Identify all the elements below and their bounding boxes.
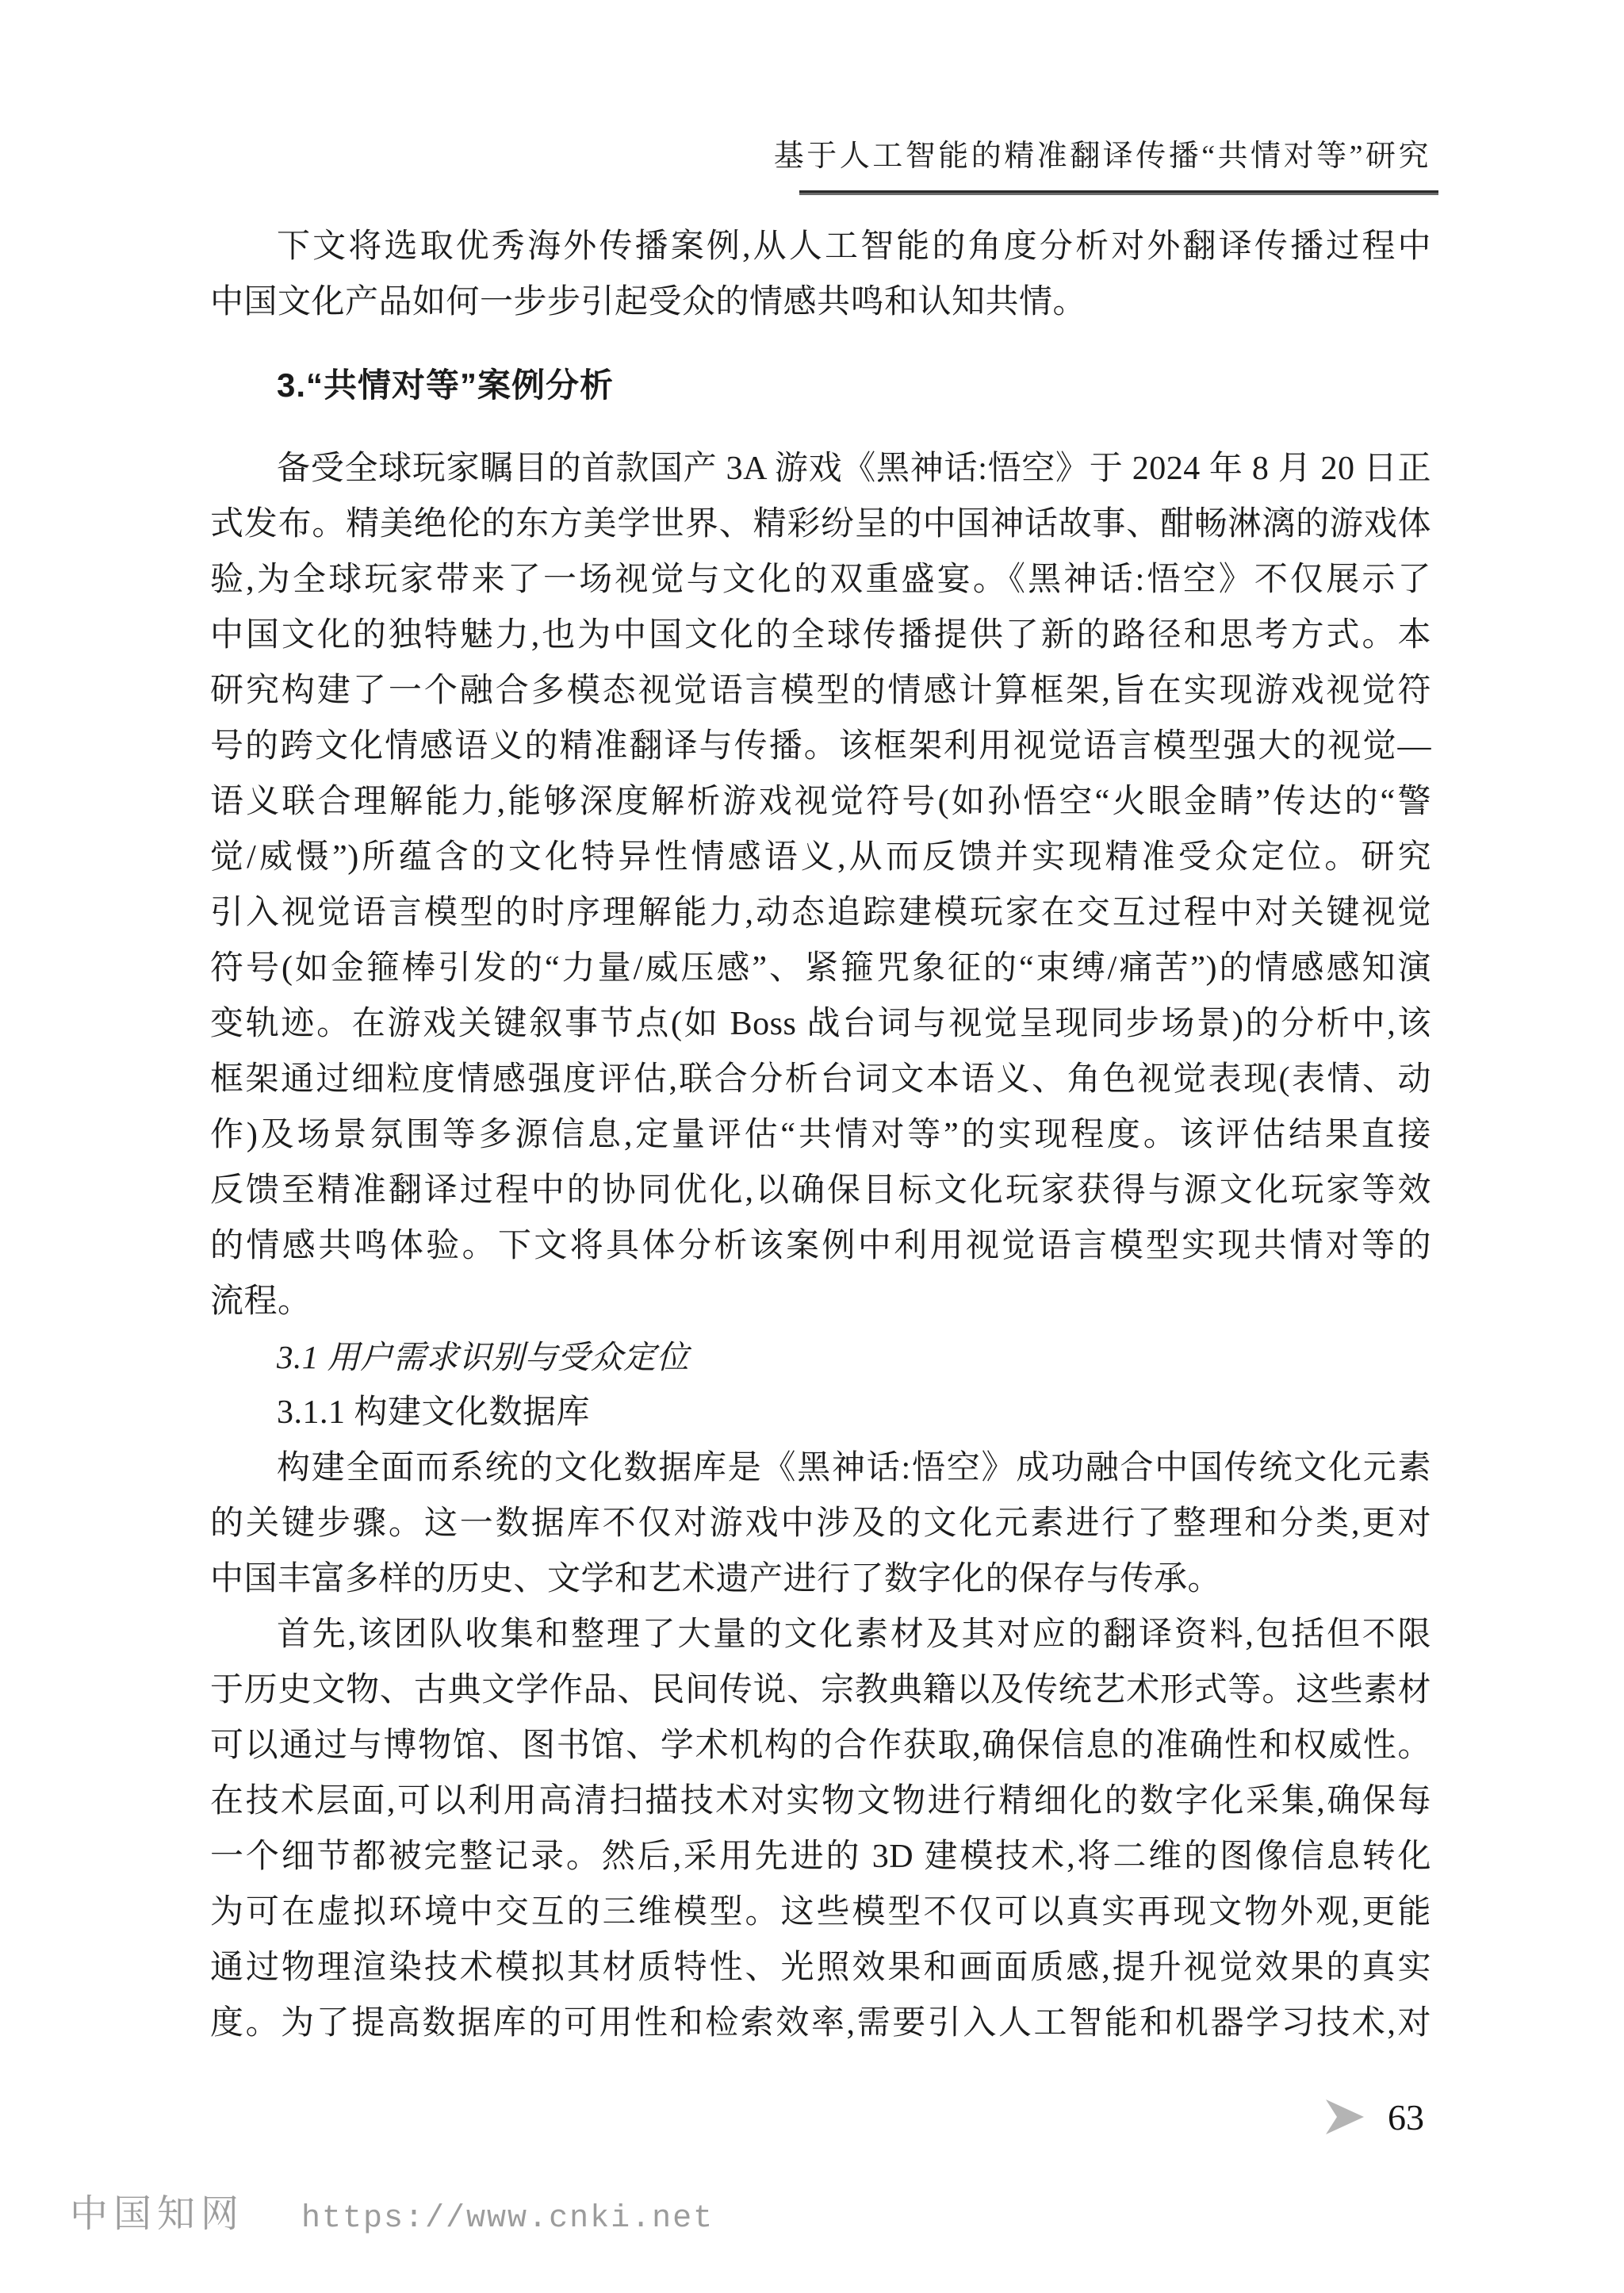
- text-line: 框架通过细粒度情感强度评估,联合分析台词文本语义、角色视觉表现(表情、动: [210, 1061, 1431, 1098]
- paragraph: [210, 1440, 1431, 1607]
- text-line: 觉/威慑”)所蕴含的文化特异性情感语义,从而反馈并实现精准受众定位。研究: [210, 839, 1431, 876]
- text-line: 中国文化的独特魅力,也为中国文化的全球传播提供了新的路径和思考方式。本: [210, 617, 1431, 654]
- text-line: 一个细节都被完整记录。然后,采用先进的 3D 建模技术,将二维的图像信息转化: [210, 1839, 1431, 1875]
- text-line: 式发布。精美绝伦的东方美学世界、精彩纷呈的中国神话故事、酣畅淋漓的游戏体: [210, 506, 1431, 543]
- text-line: 引入视觉语言模型的时序理解能力,动态追踪建模玩家在交互过程中对关键视觉: [210, 895, 1431, 931]
- page-number: 63: [1388, 2096, 1424, 2138]
- arrowhead-right-icon: [1323, 2095, 1367, 2139]
- text-line: 首先,该团队收集和整理了大量的文化素材及其对应的翻译资料,包括但不限: [277, 1616, 1431, 1653]
- text-line: 于历史文物、古典文学作品、民间传说、宗教典籍以及传统艺术形式等。这些素材: [210, 1672, 1431, 1708]
- text-line: 的关键步骤。这一数据库不仅对游戏中涉及的文化元素进行了整理和分类,更对: [210, 1505, 1431, 1542]
- text-line: 符号(如金箍棒引发的“力量/威压感”、紧箍咒象征的“束缚/痛苦”)的情感感知演: [210, 950, 1431, 987]
- text-line: 中国文化产品如何一步步引起受众的情感共鸣和认知共情。: [210, 284, 1087, 320]
- text-line: 反馈至精准翻译过程中的协同优化,以确保目标文化玩家获得与源文化玩家等效: [210, 1172, 1431, 1209]
- text-line: 为可在虚拟环境中交互的三维模型。这些模型不仅可以真实再现文物外观,更能: [210, 1894, 1431, 1931]
- document-body: [210, 219, 1431, 2051]
- paragraph: [210, 1607, 1431, 2051]
- text-line: 作)及场景氛围等多源信息,定量评估“共情对等”的实现程度。该评估结果直接: [210, 1117, 1431, 1153]
- watermark-url: https://www.cnki.net: [301, 2201, 714, 2237]
- text-line: 语义联合理解能力,能够深度解析游戏视觉符号(如孙悟空“火眼金睛”传达的“警: [210, 784, 1431, 820]
- text-line: 变轨迹。在游戏关键叙事节点(如 Boss 战台词与视觉呈现同步场景)的分析中,该: [210, 1006, 1431, 1042]
- text-line: 构建全面而系统的文化数据库是《黑神话:悟空》成功融合中国传统文化元素: [277, 1450, 1431, 1486]
- header-rule: [799, 190, 1438, 195]
- text-line: 流程。: [210, 1283, 312, 1320]
- watermark: [70, 2183, 714, 2237]
- text-line: 的情感共鸣体验。下文将具体分析该案例中利用视觉语言模型实现共情对等的: [210, 1228, 1431, 1264]
- watermark-brand: 中国知网: [70, 2193, 245, 2235]
- text-line: 中国丰富多样的历史、文学和艺术遗产进行了数字化的保存与传承。: [210, 1561, 1222, 1597]
- text-line: 备受全球玩家瞩目的首款国产 3A 游戏《黑神话:悟空》于 2024 年 8 月 20 日正: [277, 451, 1431, 487]
- text-line: 度。为了提高数据库的可用性和检索效率,需要引入人工智能和机器学习技术,对: [210, 2005, 1431, 2042]
- paragraph: [210, 441, 1431, 1329]
- text-line: 研究构建了一个融合多模态视觉语言模型的情感计算框架,旨在实现游戏视觉符: [210, 673, 1431, 709]
- text-line: 下文将选取优秀海外传播案例,从人工智能的角度分析对外翻译传播过程中: [277, 228, 1431, 265]
- sub-heading: 3.1.1 构建文化数据库: [277, 1394, 591, 1431]
- text-line: 可以通过与博物馆、图书馆、学术机构的合作获取,确保信息的准确性和权威性。: [210, 1727, 1431, 1764]
- text-line: 号的跨文化情感语义的精准翻译与传播。该框架利用视觉语言模型强大的视觉—: [210, 728, 1431, 765]
- text-line: 在技术层面,可以利用高清扫描技术对实物文物进行精细化的数字化采集,确保每: [210, 1783, 1431, 1819]
- page-number-row: [1323, 2095, 1424, 2139]
- sub-heading: 3.1 用户需求识别与受众定位: [277, 1339, 689, 1375]
- text-line: 通过物理渲染技术模拟其材质特性、光照效果和画面质感,提升视觉效果的真实: [210, 1950, 1431, 1986]
- paragraph: [210, 219, 1431, 330]
- text-line: 验,为全球玩家带来了一场视觉与文化的双重盛宴。《黑神话:悟空》不仅展示了: [210, 562, 1431, 598]
- section-heading: 3.“共情对等”案例分析: [277, 366, 615, 404]
- running-head-title: 基于人工智能的精准翻译传播“共情对等”研究: [773, 140, 1431, 173]
